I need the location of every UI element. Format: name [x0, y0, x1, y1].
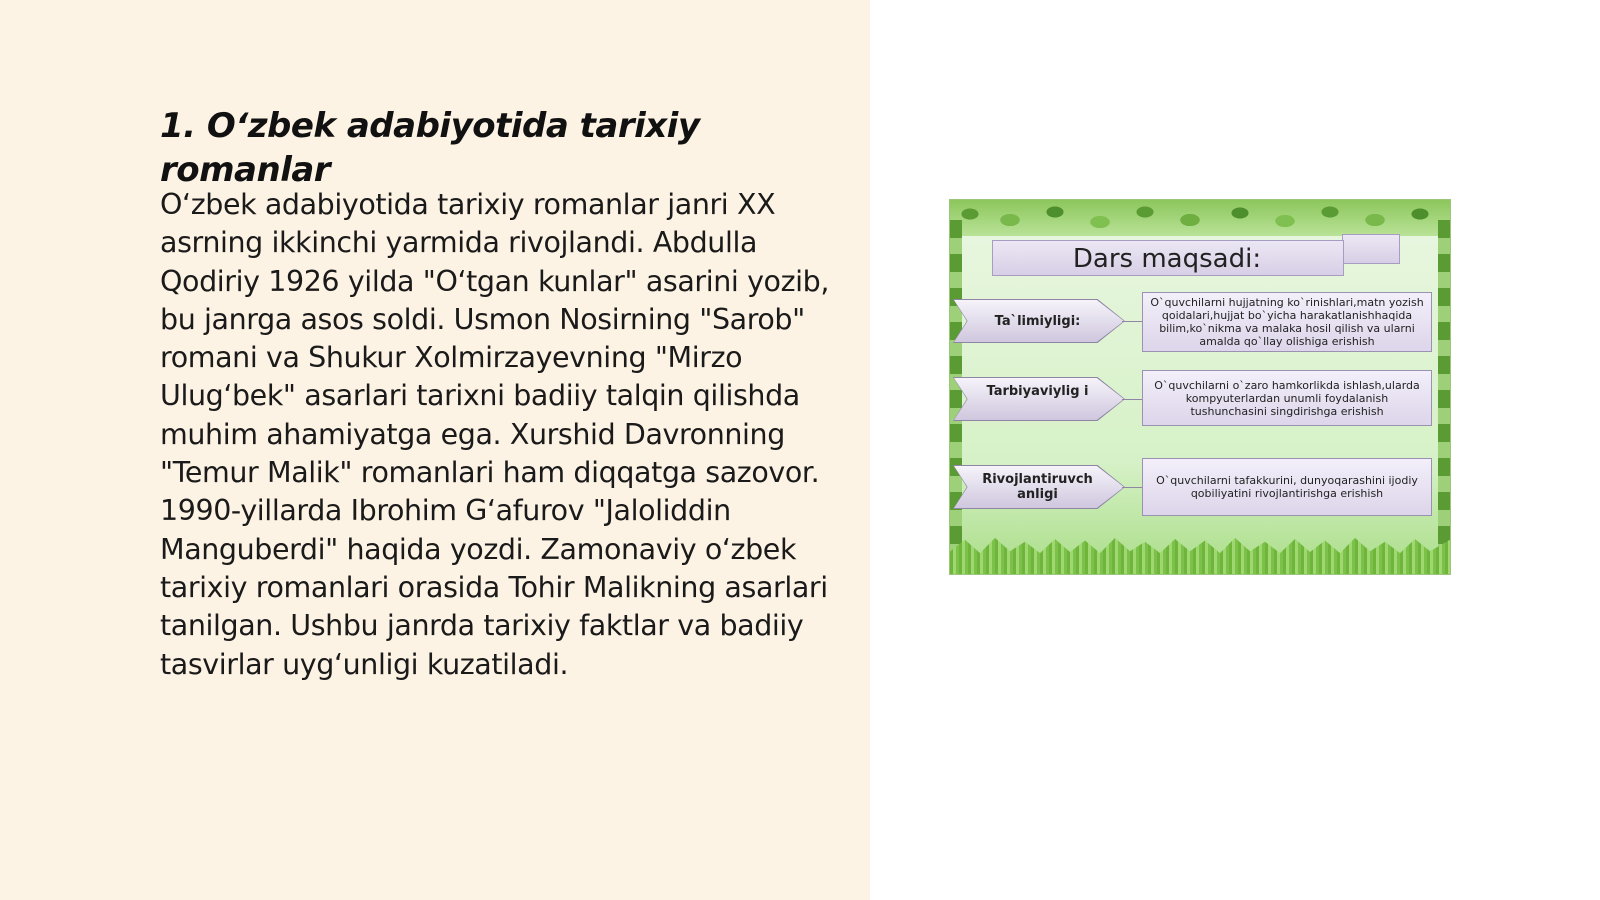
leaf-border-top: [950, 200, 1450, 236]
connector-line: [1122, 399, 1144, 400]
grass-decoration: [950, 536, 1450, 574]
goal-description: O`quvchilarni tafakkurini, dunyoqarashini ijodiy qobiliyatini rivojlantirishga erishish: [1142, 458, 1432, 516]
connector-line: [1122, 487, 1144, 488]
connector-line: [1122, 321, 1144, 322]
section-heading: 1. O‘zbek adabiyotida tarixiy romanlar: [160, 106, 700, 190]
goal-description: O`quvchilarni o`zaro hamkorlikda ishlash,ularda kompyuterlardan unumli foydalanish tushunchasini singdirishga erishish: [1142, 370, 1432, 426]
leaf-border-right: [1438, 220, 1450, 550]
goal-label: Ta`limiyligi:: [994, 314, 1081, 329]
body-paragraph: O‘zbek adabiyotida tarixiy romanlar janri XX asrning ikkinchi yarmida rivojlandi. Abdulla Qodiriy 1926 yilda "O‘tgan kunlar" asarini yozib, bu janrga asos soldi. Usmon Nosirning "Sarob" romani va Shukur Xolmirzayevning "Mirzo Ulug‘bek" asarlari tarixni badiiy talqin qilishda muhim ahamiyatga ega. Xurshid Davronning "Temur Malik" romanlari ham diqqatga sazovor. 1990-yillarda Ibrohim G‘afurov "Jaloliddin Manguberdi" haqida yozdi. Zamonaviy o‘zbek tarixiy romanlari orasida Tohir Malikning asarlari tanilgan. Ushbu janrda tarixiy faktlar va badiiy tasvirlar uyg‘unligi kuzatiladi.: [160, 188, 830, 681]
goal-label: Tarbiyaviylig i: [986, 384, 1089, 399]
goal-label: Rivojlantiruvch anligi: [982, 472, 1093, 502]
lesson-goals-image: [950, 200, 1450, 574]
goal-description: O`quvchilarni hujjatning ko`rinishlari,matn yozish qoidalari,hujjat bo`yicha harakatlanishhaqida bilim,ko`nikma va malaka hosil qilish va ularni amalda qo`llay olishiga erishish: [1142, 292, 1432, 352]
slide-title: Dars maqsadi:: [1072, 244, 1262, 274]
title-tab-decoration: [1342, 234, 1400, 264]
